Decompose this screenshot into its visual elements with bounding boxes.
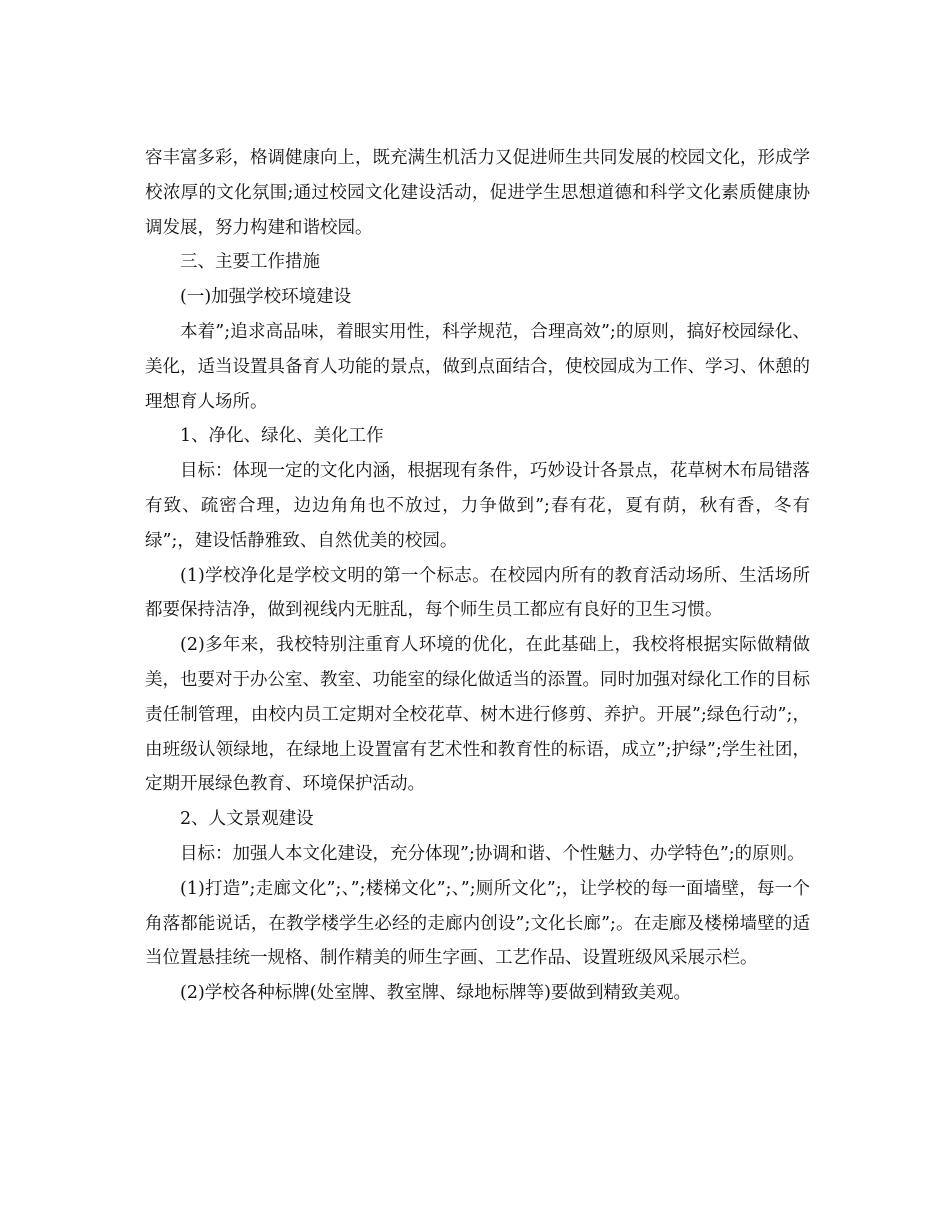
section-heading: 三、主要工作措施: [180, 252, 320, 273]
paragraph: 容丰富多彩，格调健康向上，既充满生机活力又促进师生共同发展的校园文化，形成学校浓厚的文化氛围;通过校园文化建设活动，促进学生思想道德和科学文化素质健康协调发展，努力构建和谐校园。: [145, 148, 810, 238]
paragraph: 目标：加强人本文化建设，充分体现”;协调和谐、个性魅力、办学特色”;的原则。: [180, 843, 805, 864]
document-body: [145, 141, 810, 1011]
subsection-heading: (一)加强学校环境建设: [180, 287, 352, 308]
paragraph: 目标：体现一定的文化内涵，根据现有条件，巧妙设计各景点，花草树木布局错落有致、疏密合理，边边角角也不放过，力争做到”;春有花，夏有荫，秋有香，冬有绿”;，建设恬静雅致、自然优美的校园。: [145, 461, 810, 551]
paragraph: (2)多年来，我校特别注重育人环境的优化，在此基础上，我校将根据实际做精做美，也要对于办公室、教室、功能室的绿化做适当的添置。同时加强对绿化工作的目标责任制管理，由校内员工定期对全校花草、树木进行修剪、养护。开展”;绿色行动”;，由班级认领绿地，在绿地上设置富有艺术性和教育性的标语，成立”;护绿”;学生社团，定期开展绿色教育、环境保护活动。: [145, 635, 810, 795]
paragraph: 本着”;追求高品味，着眼实用性，科学规范，合理高效”;的原则，搞好校园绿化、美化，适当设置具备育人功能的景点，做到点面结合，使校园成为工作、学习、休憩的理想育人场所。: [145, 321, 810, 412]
paragraph: (1)打造”;走廊文化”;、”;楼梯文化”;、”;厕所文化”;，让学校的每一面墙壁，每一个角落都能说话，在教学楼学生必经的走廊内创设”;文化长廊”;。在走廊及楼梯墙壁的适当位置悬挂统一规格、制作精美的师生字画、工艺作品、设置班级风采展示栏。: [145, 878, 810, 969]
item-heading: 1、净化、绿化、美化工作: [180, 426, 384, 447]
item-heading: 2、人文景观建设: [180, 809, 314, 830]
paragraph: (1)学校净化是学校文明的第一个标志。在校园内所有的教育活动场所、生活场所都要保持洁净，做到视线内无脏乱，每个师生员工都应有良好的卫生习惯。: [145, 565, 810, 621]
paragraph: (2)学校各种标牌(处室牌、教室牌、绿地标牌等)要做到精致美观。: [180, 983, 691, 1004]
